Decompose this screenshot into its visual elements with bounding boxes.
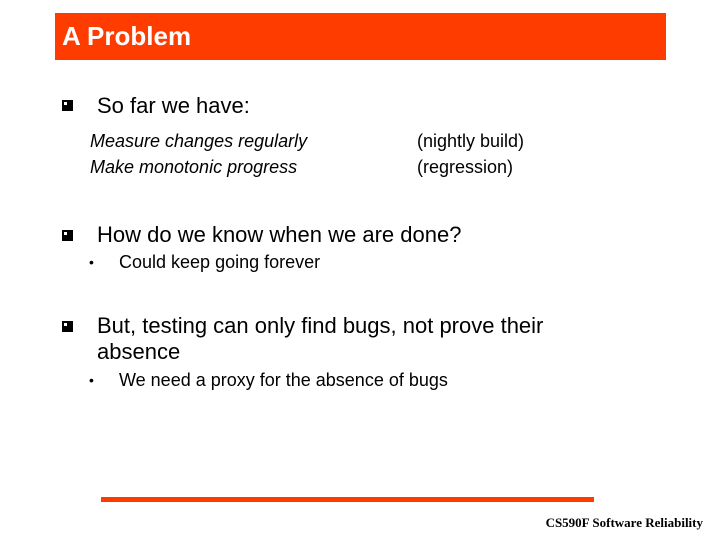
square-bullet-icon bbox=[62, 230, 73, 241]
point-3-text: But, testing can only find bugs, not prove their absence bbox=[97, 313, 544, 364]
point-2-text: How do we know when we are done? bbox=[97, 222, 462, 247]
footer-rule bbox=[101, 497, 594, 502]
point-1-item-1-left: Measure changes regularly bbox=[90, 131, 308, 151]
dot-bullet-icon: • bbox=[89, 254, 94, 270]
title-bar bbox=[55, 13, 666, 60]
square-bullet-icon bbox=[62, 100, 73, 111]
dot-bullet-icon: • bbox=[89, 372, 94, 388]
point-1-item-2-left: Make monotonic progress bbox=[90, 157, 298, 177]
point-3-sub-text: We need a proxy for the absence of bugs bbox=[119, 370, 448, 390]
point-1-item-1-right: (nightly build) bbox=[417, 131, 525, 151]
point-2-sub-text: Could keep going forever bbox=[119, 252, 321, 272]
point-1-text: So far we have: bbox=[97, 93, 250, 118]
slide-title: A Problem bbox=[62, 21, 192, 51]
square-bullet-icon bbox=[62, 321, 73, 332]
footer-course-name: CS590F Software Reliability bbox=[545, 515, 703, 530]
point-1-item-2-right: (regression) bbox=[417, 157, 514, 177]
